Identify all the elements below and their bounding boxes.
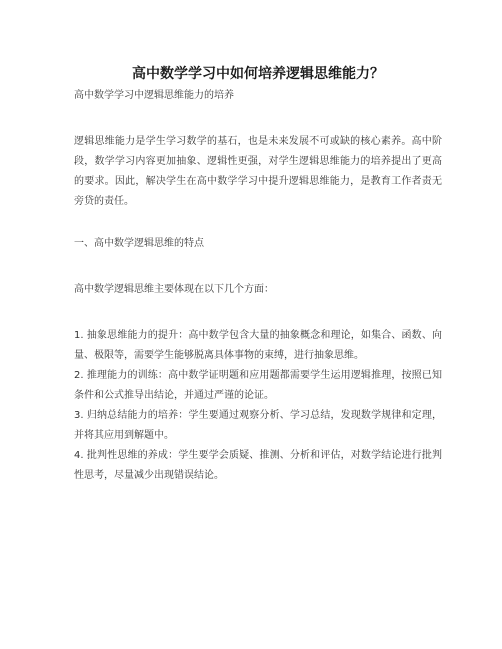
list-item: 2. 推理能力的训练：高中数学证明题和应用题都需要学生运用逻辑推理，按照已知条件和公式推导出结论，并通过严谨的论证。 (74, 370, 442, 401)
list-item: 1. 抽象思维能力的提升：高中数学包含大量的抽象概念和理论，如集合、函数、向量、极限等，需要学生能够脱离具体事物的束缚，进行抽象思维。 (74, 330, 442, 361)
document-title: 高中数学学习中如何培养逻辑思维能力？ (132, 66, 384, 82)
intro-paragraph: 逻辑思维能力是学生学习数学的基石，也是未来发展不可或缺的核心素养。高中阶段，数学学习内容更加抽象、逻辑性更强，对学生逻辑思维能力的培养提出了更高的要求。因此，解决学生在高中数学学习中提升逻辑思维能力，是教育工作者责无旁贷的责任。 (74, 136, 442, 207)
list-item: 3. 归纳总结能力的培养：学生要通过观察分析、学习总结，发现数学规律和定理，并将其应用到解题中。 (74, 410, 442, 441)
feature-list (74, 326, 442, 486)
list-item: 4. 批判性思维的养成：学生要学会质疑、推测、分析和评估，对数学结论进行批判性思考，尽量减少出现错误结论。 (74, 450, 442, 481)
document-subtitle: 高中数学学习中逻辑思维能力的培养 (74, 90, 234, 101)
lead-paragraph: 高中数学逻辑思维主要体现在以下几个方面： (74, 284, 274, 295)
section-heading: 一、高中数学逻辑思维的特点 (74, 238, 204, 249)
